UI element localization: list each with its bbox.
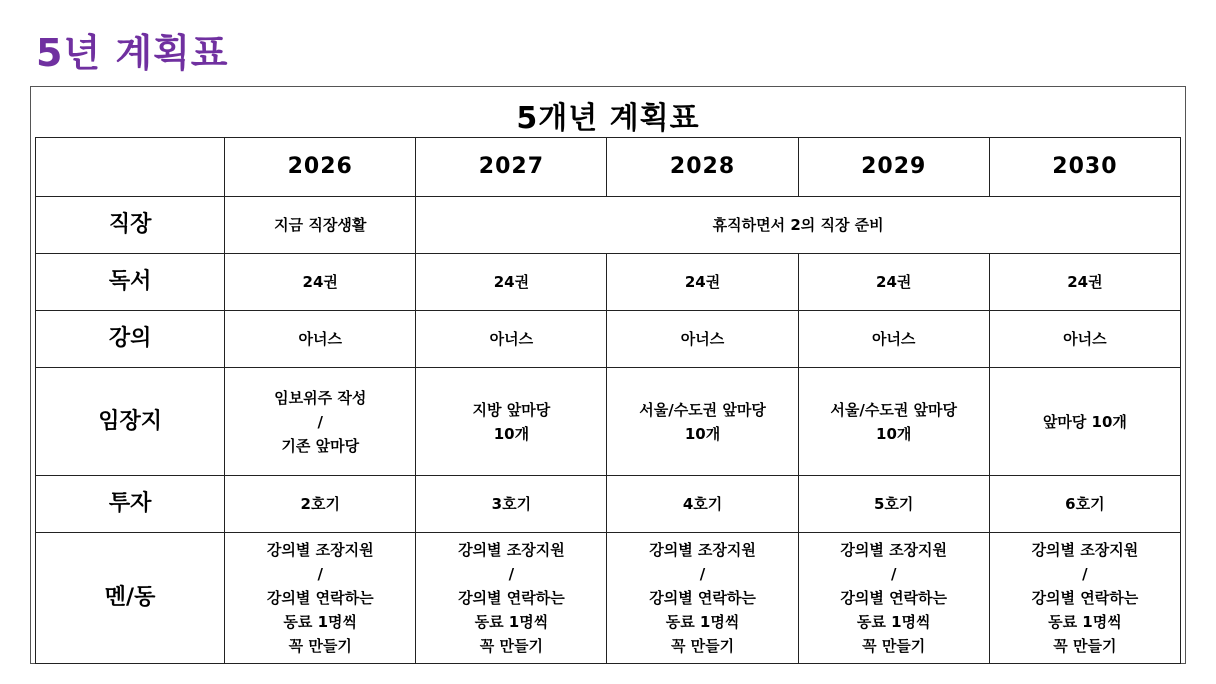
row-label: 강의 (36, 311, 225, 368)
table-cell: 아너스 (989, 311, 1180, 368)
cell-line: 서울/수도권 앞마당 (830, 400, 958, 419)
cell-line: / (890, 565, 897, 583)
plan-table-frame (30, 86, 1186, 664)
cell-line: 강의별 연락하는 (458, 589, 565, 607)
table-cell: 5호기 (798, 476, 989, 533)
plan-table (35, 137, 1181, 664)
table-row-lease (36, 368, 1181, 476)
row-label: 독서 (36, 254, 225, 311)
table-row-lecture (36, 311, 1181, 368)
table-cell: 24권 (798, 254, 989, 311)
table-cell: 3호기 (416, 476, 607, 533)
cell-line: 꼭 만들기 (862, 637, 926, 655)
table-title: 5개년 계획표 (516, 101, 700, 136)
cell-line: 지방 앞마당 (472, 400, 551, 419)
cell-line: 동료 1명씩 (283, 613, 358, 631)
table-row-invest (36, 476, 1181, 533)
cell-line: 동료 1명씩 (665, 613, 740, 631)
cell-line: 동료 1명씩 (474, 613, 549, 631)
cell-line: 꼭 만들기 (670, 637, 735, 655)
year-header: 2030 (989, 138, 1180, 197)
table-cell (798, 368, 989, 476)
table-cell (607, 533, 798, 664)
cell-line: 10개 (493, 424, 530, 443)
table-cell: 4호기 (607, 476, 798, 533)
table-row-reading (36, 254, 1181, 311)
slide-title: 5년 계획표 (36, 31, 229, 75)
cell-line: / (317, 565, 323, 583)
table-cell: 아너스 (607, 311, 798, 368)
table-cell: 24권 (989, 254, 1180, 311)
table-row-mentor (36, 533, 1181, 664)
table-cell (225, 533, 416, 664)
cell-line: 동료 1명씩 (1048, 613, 1122, 631)
cell-line: 꼭 만들기 (288, 637, 352, 655)
cell-line: / (1082, 565, 1088, 583)
cell-line: 강의별 연락하는 (840, 589, 948, 607)
cell-line: 강의별 연락하는 (649, 589, 756, 607)
cell-line: 임보위주 작성 (274, 388, 367, 407)
table-cell: 6호기 (989, 476, 1180, 533)
header-row (36, 138, 1181, 197)
cell-line: 강의별 조장지원 (840, 541, 948, 559)
table-cell (798, 533, 989, 664)
table-cell: 아너스 (416, 311, 607, 368)
table-cell: 아너스 (798, 311, 989, 368)
cell-line: 10개 (684, 424, 721, 443)
year-header: 2028 (607, 138, 798, 197)
cell-line: 강의별 조장지원 (1031, 541, 1139, 559)
cell-line: 동료 1명씩 (856, 613, 931, 631)
table-cell: 아너스 (225, 311, 416, 368)
year-header: 2029 (798, 138, 989, 197)
year-header: 2026 (225, 138, 416, 197)
cell-line: 강의별 연락하는 (1031, 589, 1139, 607)
table-cell (416, 368, 607, 476)
table-cell (416, 533, 607, 664)
cell-line: 강의별 연락하는 (266, 589, 374, 607)
row-label: 직장 (36, 197, 225, 254)
table-cell-merged: 휴직하면서 2의 직장 준비 (416, 197, 1181, 254)
row-label: 멘/동 (36, 533, 225, 664)
table-cell: 지금 직장생활 (225, 197, 416, 254)
cell-line: 강의별 조장지원 (649, 541, 756, 559)
cell-line: 앞마당 10개 (1042, 412, 1127, 431)
table-cell (989, 368, 1180, 476)
row-label: 투자 (36, 476, 225, 533)
table-cell (989, 533, 1180, 664)
table-cell (607, 368, 798, 476)
row-label: 임장지 (36, 368, 225, 476)
table-row-job (36, 197, 1181, 254)
table-cell: 24권 (416, 254, 607, 311)
table-cell: 2호기 (225, 476, 416, 533)
cell-line: 강의별 조장지원 (458, 541, 565, 559)
table-cell: 24권 (225, 254, 416, 311)
cell-line: / (317, 412, 323, 431)
cell-line: 꼭 만들기 (479, 637, 543, 655)
table-cell: 24권 (607, 254, 798, 311)
cell-line: 기존 앞마당 (281, 436, 360, 455)
cell-line: 꼭 만들기 (1053, 637, 1117, 655)
cell-line: / (508, 565, 515, 583)
cell-line: 10개 (876, 424, 912, 443)
cell-line: 강의별 조장지원 (266, 541, 374, 559)
cell-line: / (699, 565, 706, 583)
table-cell (225, 368, 416, 476)
cell-line: 서울/수도권 앞마당 (639, 400, 766, 419)
corner-cell (36, 138, 225, 197)
year-header: 2027 (416, 138, 607, 197)
